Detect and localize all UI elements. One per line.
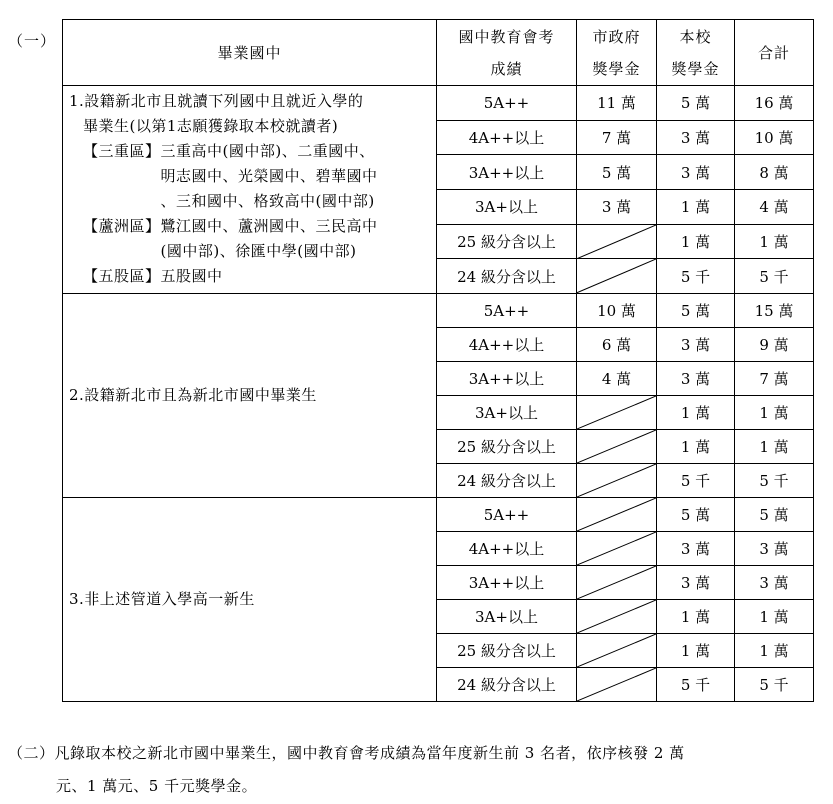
- area-school-line: (國中部)、徐匯中學(國中部): [160, 242, 357, 260]
- header-total: 合計: [735, 20, 814, 86]
- area-tag: 【三重區】: [83, 142, 161, 160]
- diagonal-slash-icon: [577, 532, 656, 565]
- total-cell: 4 萬: [735, 189, 814, 224]
- area-block: [69, 139, 430, 214]
- note-marker: （二）: [8, 744, 55, 762]
- scholarship-table: [62, 19, 814, 702]
- total-cell: 5 千: [735, 464, 814, 498]
- exam-grade-cell: 25 級分含以上: [437, 224, 577, 259]
- area-school-list: [161, 264, 430, 289]
- table-row: [63, 86, 814, 121]
- own-scholarship-cell: 3 萬: [657, 328, 735, 362]
- group-desc-line: 1.設籍新北市且就讀下列國中且就近入學的: [69, 92, 364, 110]
- own-scholarship-cell: 1 萬: [657, 430, 735, 464]
- total-cell: 5 萬: [735, 498, 814, 532]
- area-block: [69, 264, 430, 289]
- total-cell: 1 萬: [735, 224, 814, 259]
- city-scholarship-empty-cell: [577, 224, 657, 259]
- exam-grade-cell: 25 級分含以上: [437, 430, 577, 464]
- exam-grade-cell: 3A++以上: [437, 362, 577, 396]
- exam-grade-cell: 4A++以上: [437, 532, 577, 566]
- group-desc-line: 畢業生(以第1志願獲錄取本校就讀者): [83, 117, 339, 135]
- note-section-2: [8, 737, 808, 803]
- own-scholarship-cell: 1 萬: [657, 600, 735, 634]
- area-school-list: [161, 139, 430, 214]
- diagonal-slash-icon: [577, 464, 656, 497]
- exam-grade-cell: 5A++: [437, 294, 577, 328]
- exam-grade-cell: 3A+以上: [437, 396, 577, 430]
- area-school-line: 明志國中、光榮國中、碧華國中: [160, 167, 378, 185]
- total-cell: 16 萬: [735, 86, 814, 121]
- header-exam-line2: 成績: [490, 59, 523, 78]
- total-cell: 1 萬: [735, 430, 814, 464]
- city-scholarship-cell: 11 萬: [577, 86, 657, 121]
- group-3-description: [63, 498, 437, 702]
- note-text-1: 凡錄取本校之新北市國中畢業生，國中教育會考成績為當年度新生前 3 名者，依序核發 2 萬: [54, 744, 685, 762]
- group-desc-text: 3.非上述管道入學高一新生: [69, 590, 255, 608]
- city-scholarship-cell: 4 萬: [577, 362, 657, 396]
- note-line-1: [8, 737, 808, 770]
- total-cell: 3 萬: [735, 566, 814, 600]
- own-scholarship-cell: 1 萬: [657, 224, 735, 259]
- header-city: [577, 20, 657, 86]
- city-scholarship-empty-cell: [577, 464, 657, 498]
- group-desc-text: 2.設籍新北市且為新北市國中畢業生: [69, 386, 317, 404]
- exam-grade-cell: 24 級分含以上: [437, 668, 577, 702]
- own-scholarship-cell: 5 萬: [657, 294, 735, 328]
- own-scholarship-cell: 1 萬: [657, 189, 735, 224]
- own-scholarship-cell: 3 萬: [657, 362, 735, 396]
- area-school-line: 三重高中(國中部)、二重國中、: [160, 142, 375, 160]
- own-scholarship-cell: 5 萬: [657, 86, 735, 121]
- diagonal-slash-icon: [577, 668, 656, 701]
- diagonal-slash-icon: [577, 396, 656, 429]
- city-scholarship-empty-cell: [577, 259, 657, 294]
- city-scholarship-empty-cell: [577, 600, 657, 634]
- own-scholarship-cell: 5 萬: [657, 498, 735, 532]
- group-2-description: [63, 294, 437, 498]
- header-own-line1: 本校: [679, 27, 712, 46]
- city-scholarship-cell: 6 萬: [577, 328, 657, 362]
- diagonal-slash-icon: [577, 259, 656, 293]
- exam-grade-cell: 3A++以上: [437, 566, 577, 600]
- area-school-line: 鷺江國中、蘆洲國中、三民高中: [160, 217, 378, 235]
- total-cell: 3 萬: [735, 532, 814, 566]
- area-tag: 【五股區】: [83, 267, 161, 285]
- total-cell: 9 萬: [735, 328, 814, 362]
- exam-grade-cell: 4A++以上: [437, 120, 577, 155]
- total-cell: 5 千: [735, 259, 814, 294]
- header-city-line2: 獎學金: [592, 59, 641, 78]
- header-city-line1: 市政府: [592, 27, 641, 46]
- own-scholarship-cell: 1 萬: [657, 396, 735, 430]
- total-cell: 1 萬: [735, 600, 814, 634]
- total-cell: 7 萬: [735, 362, 814, 396]
- exam-grade-cell: 5A++: [437, 498, 577, 532]
- city-scholarship-empty-cell: [577, 532, 657, 566]
- total-cell: 5 千: [735, 668, 814, 702]
- exam-grade-cell: 25 級分含以上: [437, 634, 577, 668]
- diagonal-slash-icon: [577, 566, 656, 599]
- area-block: [69, 214, 430, 264]
- exam-grade-cell: 4A++以上: [437, 328, 577, 362]
- own-scholarship-cell: 3 萬: [657, 120, 735, 155]
- area-school-line: 、三和國中、格致高中(國中部): [160, 192, 375, 210]
- diagonal-slash-icon: [577, 225, 656, 259]
- own-scholarship-cell: 3 萬: [657, 566, 735, 600]
- section-1-marker: （一）: [8, 32, 57, 50]
- city-scholarship-empty-cell: [577, 396, 657, 430]
- area-school-list: [161, 214, 430, 264]
- table-row: [63, 498, 814, 532]
- diagonal-slash-icon: [577, 498, 656, 531]
- city-scholarship-cell: 10 萬: [577, 294, 657, 328]
- area-school-line: 五股國中: [160, 267, 223, 285]
- header-own: [657, 20, 735, 86]
- city-scholarship-cell: 3 萬: [577, 189, 657, 224]
- table-header-row: [63, 20, 814, 86]
- header-school: 畢業國中: [63, 20, 437, 86]
- own-scholarship-cell: 3 萬: [657, 532, 735, 566]
- city-scholarship-cell: 5 萬: [577, 155, 657, 190]
- diagonal-slash-icon: [577, 634, 656, 667]
- exam-grade-cell: 5A++: [437, 86, 577, 121]
- header-own-line2: 獎學金: [671, 59, 720, 78]
- diagonal-slash-icon: [577, 430, 656, 463]
- area-tag: 【蘆洲區】: [83, 217, 161, 235]
- group-1-description: [63, 86, 437, 294]
- exam-grade-cell: 24 級分含以上: [437, 464, 577, 498]
- own-scholarship-cell: 1 萬: [657, 634, 735, 668]
- total-cell: 1 萬: [735, 396, 814, 430]
- exam-grade-cell: 3A++以上: [437, 155, 577, 190]
- diagonal-slash-icon: [577, 600, 656, 633]
- own-scholarship-cell: 3 萬: [657, 155, 735, 190]
- total-cell: 15 萬: [735, 294, 814, 328]
- note-line-2: 元、1 萬元、5 千元獎學金。: [56, 777, 258, 795]
- total-cell: 1 萬: [735, 634, 814, 668]
- table-row: [63, 294, 814, 328]
- own-scholarship-cell: 5 千: [657, 464, 735, 498]
- exam-grade-cell: 3A+以上: [437, 189, 577, 224]
- header-exam-line1: 國中教育會考: [458, 27, 555, 46]
- city-scholarship-cell: 7 萬: [577, 120, 657, 155]
- total-cell: 8 萬: [735, 155, 814, 190]
- own-scholarship-cell: 5 千: [657, 668, 735, 702]
- own-scholarship-cell: 5 千: [657, 259, 735, 294]
- exam-grade-cell: 3A+以上: [437, 600, 577, 634]
- city-scholarship-empty-cell: [577, 634, 657, 668]
- exam-grade-cell: 24 級分含以上: [437, 259, 577, 294]
- city-scholarship-empty-cell: [577, 498, 657, 532]
- header-exam: [437, 20, 577, 86]
- city-scholarship-empty-cell: [577, 566, 657, 600]
- city-scholarship-empty-cell: [577, 430, 657, 464]
- city-scholarship-empty-cell: [577, 668, 657, 702]
- total-cell: 10 萬: [735, 120, 814, 155]
